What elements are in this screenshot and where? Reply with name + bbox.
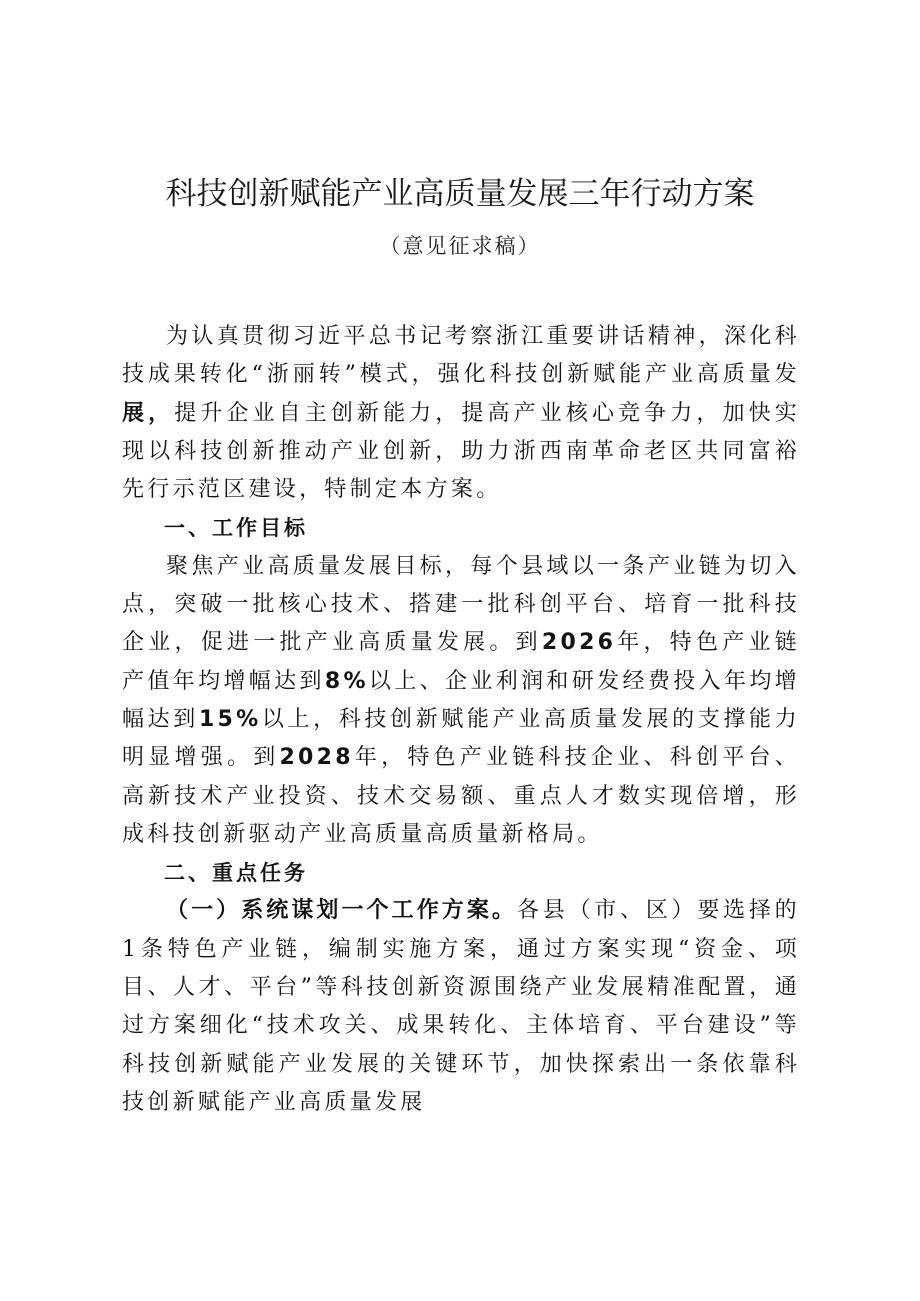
goals-year-2028: 2028 <box>279 745 354 771</box>
goals-year-2026: 2026 <box>541 630 617 656</box>
intro-text-2: 提升企业自主创新能力，提高产业核心竞争力，加快实现以科技创新推动产业创新，助力浙西南革命老区共同富裕先行示范区建设，特制定本方案。 <box>122 400 800 503</box>
goals-text-1: 聚焦产业高质量发展目标，每个县域以一条产业链为切入点，突破一批核心技术、搭建一批科创平台、培育一批科技企业，促进一批产业高质量发展。到 <box>122 553 800 656</box>
document-subtitle: （意见征求稿） <box>379 234 541 258</box>
goals-text-5: 年，特色产业链科技企业、科创平台、高新技术产业投资、技术交易额、重点人才数实现倍增，形成科技创新驱动产业高质量高质量新格局。 <box>122 745 800 847</box>
task-1-paragraph <box>122 892 800 1122</box>
goals-pct-15: 15% <box>198 706 262 732</box>
section-heading-tasks: 二、重点任务 <box>164 861 308 886</box>
goals-paragraph <box>122 548 800 854</box>
document-body <box>122 318 800 1122</box>
intro-paragraph <box>122 318 800 509</box>
intro-emphasis: 展， <box>122 400 175 426</box>
intro-text-1: 为认真贯彻习近平总书记考察浙江重要讲话精神，深化科技成果转化“浙丽转”模式，强化科技创新赋能产业高质量发 <box>122 324 800 388</box>
goals-text-3: 以上、企业利润和研发经费投入年均增幅达到 <box>122 668 800 732</box>
task-1-text: 各县（市、区）要选择的1条特色产业链，编制实施方案，通过方案实现“资金、项目、人才、平台”等科技创新资源围绕产业发展精准配置，通过方案细化“技术攻关、成果转化、主体培育、平台建设”等科技创新赋能产业发展的关键环节，加快探索出一条依靠科技创新赋能产业高质量发展 <box>122 898 800 1115</box>
task-1-lead: （一）系统谋划一个工作方案。 <box>166 898 517 924</box>
section-heading-goals: 一、工作目标 <box>164 516 308 541</box>
goals-text-2: 年，特色产业链产值年均增幅达到 <box>122 630 800 694</box>
document-title: 科技创新赋能产业高质量发展三年行动方案 <box>165 176 755 212</box>
goals-pct-8: 8% <box>324 668 369 694</box>
goals-text-4: 以上，科技创新赋能产业高质量发展的支撑能力明显增强。到 <box>122 706 800 771</box>
